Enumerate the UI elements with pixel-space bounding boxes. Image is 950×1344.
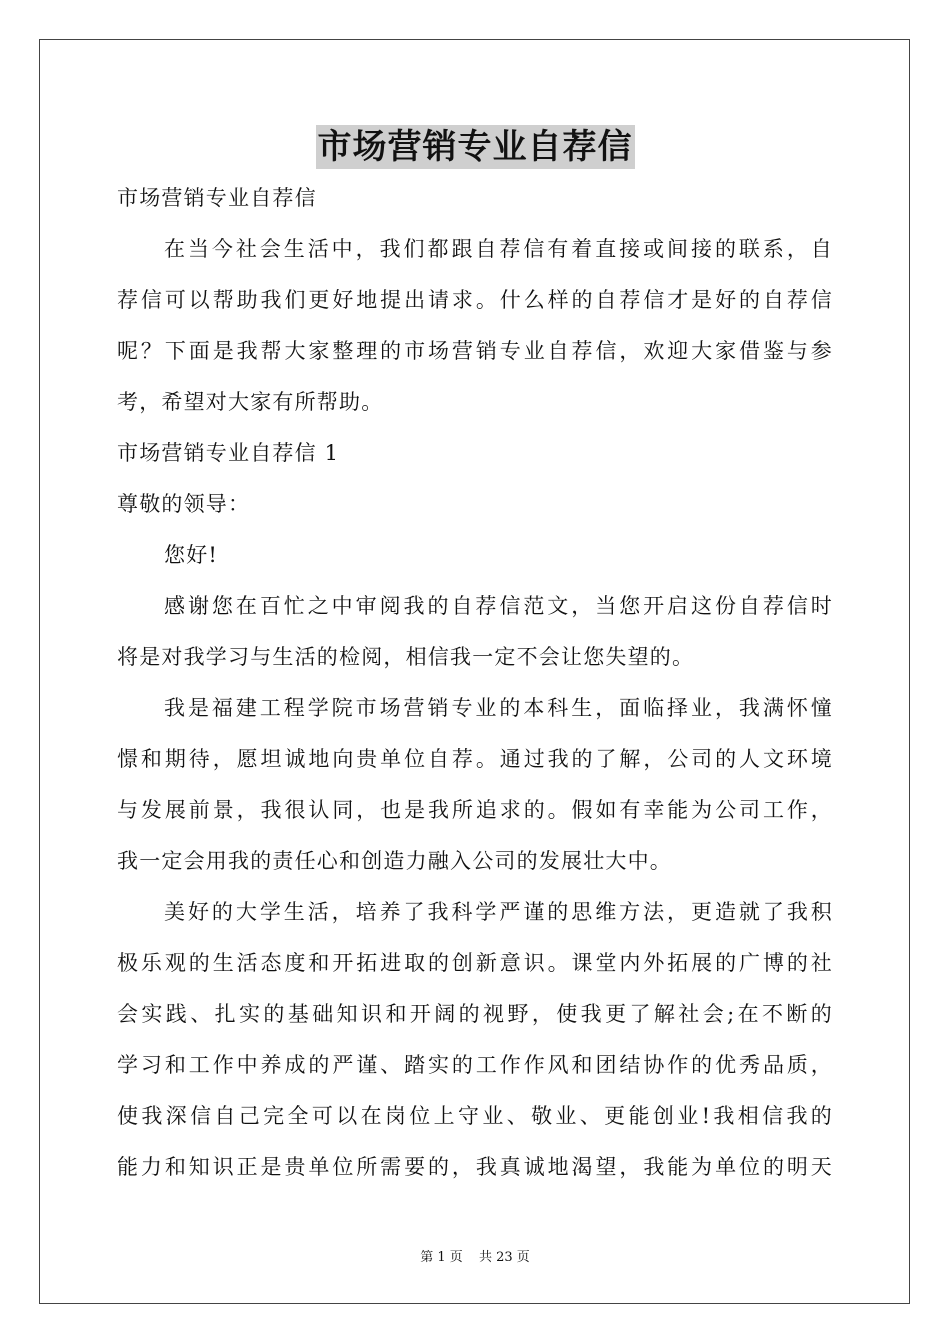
text-line: 尊敬的领导： — [117, 492, 251, 516]
document-title: 市场营销专业自荐信 — [317, 127, 633, 167]
page-total: 共 23 页 — [478, 1250, 530, 1265]
text-line: 市场营销专业自荐信 1 — [117, 441, 340, 465]
document-body — [117, 178, 833, 1198]
text-line: 憬和期待，愿坦诚地向贵单位自荐。通过我的了解，公司的人文环境 — [117, 747, 833, 771]
page-footer — [0, 1246, 950, 1265]
text-line: 与发展前景，我很认同，也是我所追求的。假如有幸能为公司工作， — [117, 798, 833, 822]
text-line: 使我深信自己完全可以在岗位上守业、敬业、更能创业!我相信我的 — [117, 1104, 833, 1128]
text-line: 呢？下面是我帮大家整理的市场营销专业自荐信，欢迎大家借鉴与参 — [117, 339, 833, 363]
text-line: 会实践、扎实的基础知识和开阔的视野，使我更了解社会;在不断的 — [117, 1002, 833, 1026]
text-line: 市场营销专业自荐信 — [117, 186, 317, 210]
text-line: 感谢您在百忙之中审阅我的自荐信范文，当您开启这份自荐信时 — [164, 594, 833, 618]
text-line: 荐信可以帮助我们更好地提出请求。什么样的自荐信才是好的自荐信 — [117, 288, 833, 312]
text-line: 我是福建工程学院市场营销专业的本科生，面临择业，我满怀憧 — [164, 696, 833, 720]
text-line: 美好的大学生活，培养了我科学严谨的思维方法，更造就了我积 — [164, 900, 833, 924]
text-line: 能力和知识正是贵单位所需要的，我真诚地渴望，我能为单位的明天 — [117, 1155, 833, 1179]
page-number: 第 1 页 — [420, 1250, 463, 1265]
text-line: 我一定会用我的责任心和创造力融入公司的发展壮大中。 — [117, 849, 672, 873]
text-line: 考，希望对大家有所帮助。 — [117, 390, 384, 414]
text-line: 在当今社会生活中，我们都跟自荐信有着直接或间接的联系，自 — [164, 237, 833, 261]
text-line: 极乐观的生活态度和开拓进取的创新意识。课堂内外拓展的广博的社 — [117, 951, 833, 975]
text-line: 学习和工作中养成的严谨、踏实的工作作风和团结协作的优秀品质， — [117, 1053, 833, 1077]
title-container — [0, 125, 950, 169]
text-line: 将是对我学习与生活的检阅，相信我一定不会让您失望的。 — [117, 645, 695, 669]
text-line: 您好! — [164, 543, 219, 567]
